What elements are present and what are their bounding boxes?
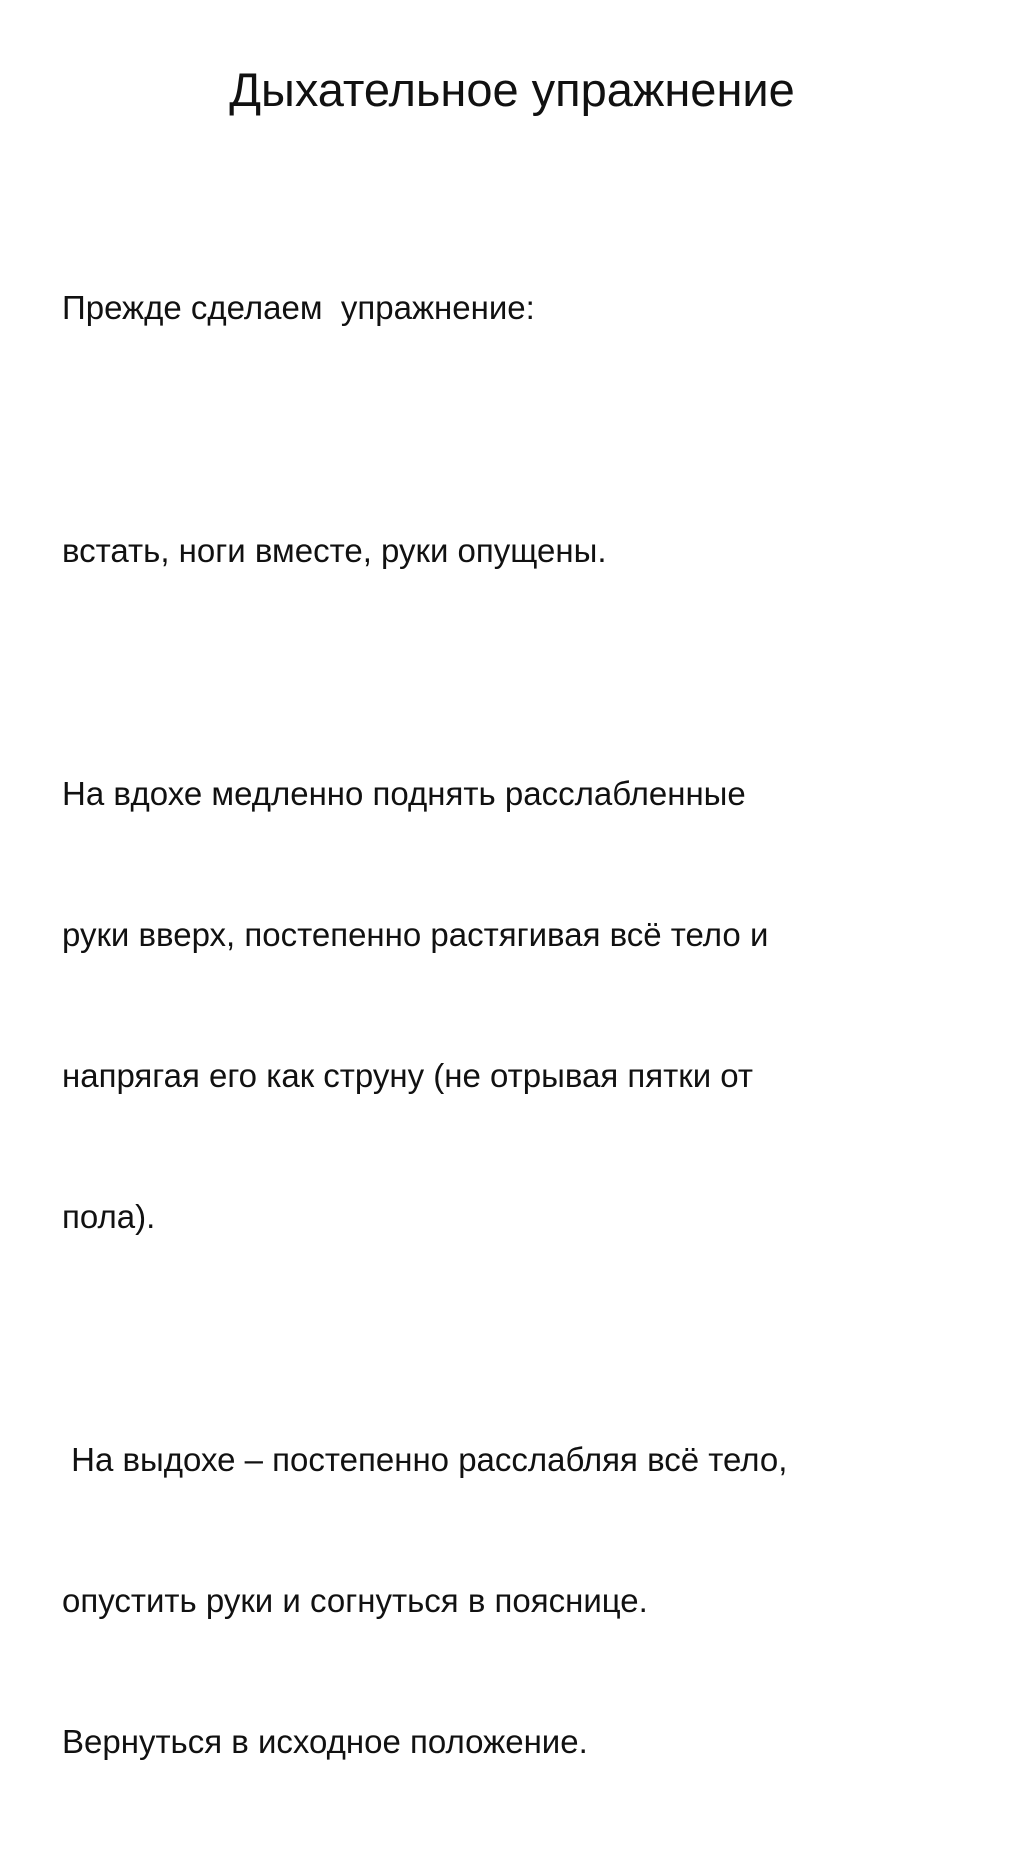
text-line: пола). [62, 1198, 156, 1235]
slide-title: Дыхательное упражнение [229, 63, 795, 116]
text-line: напрягая его как струну (не отрывая пятки от [62, 1057, 754, 1094]
paragraph-exhale [62, 1342, 982, 1859]
text-line: Вернуться в исходное положение. [62, 1723, 588, 1760]
paragraph-inhale [62, 676, 982, 1334]
text-line: встать, ноги вместе, руки опущены. [62, 532, 607, 569]
text-line: руки вверх, постепенно растягивая всё тело и [62, 916, 769, 953]
paragraph-intro [62, 190, 982, 425]
paragraph-stance [62, 433, 982, 668]
text-line: На выдохе – постепенно расслабляя всё тело, [62, 1441, 788, 1478]
slide-body [62, 190, 982, 1867]
text-line: Прежде сделаем упражнение: [62, 289, 535, 326]
text-line: На вдохе медленно поднять расслабленные [62, 775, 746, 812]
text-line: опустить руки и согнуться в пояснице. [62, 1582, 648, 1619]
